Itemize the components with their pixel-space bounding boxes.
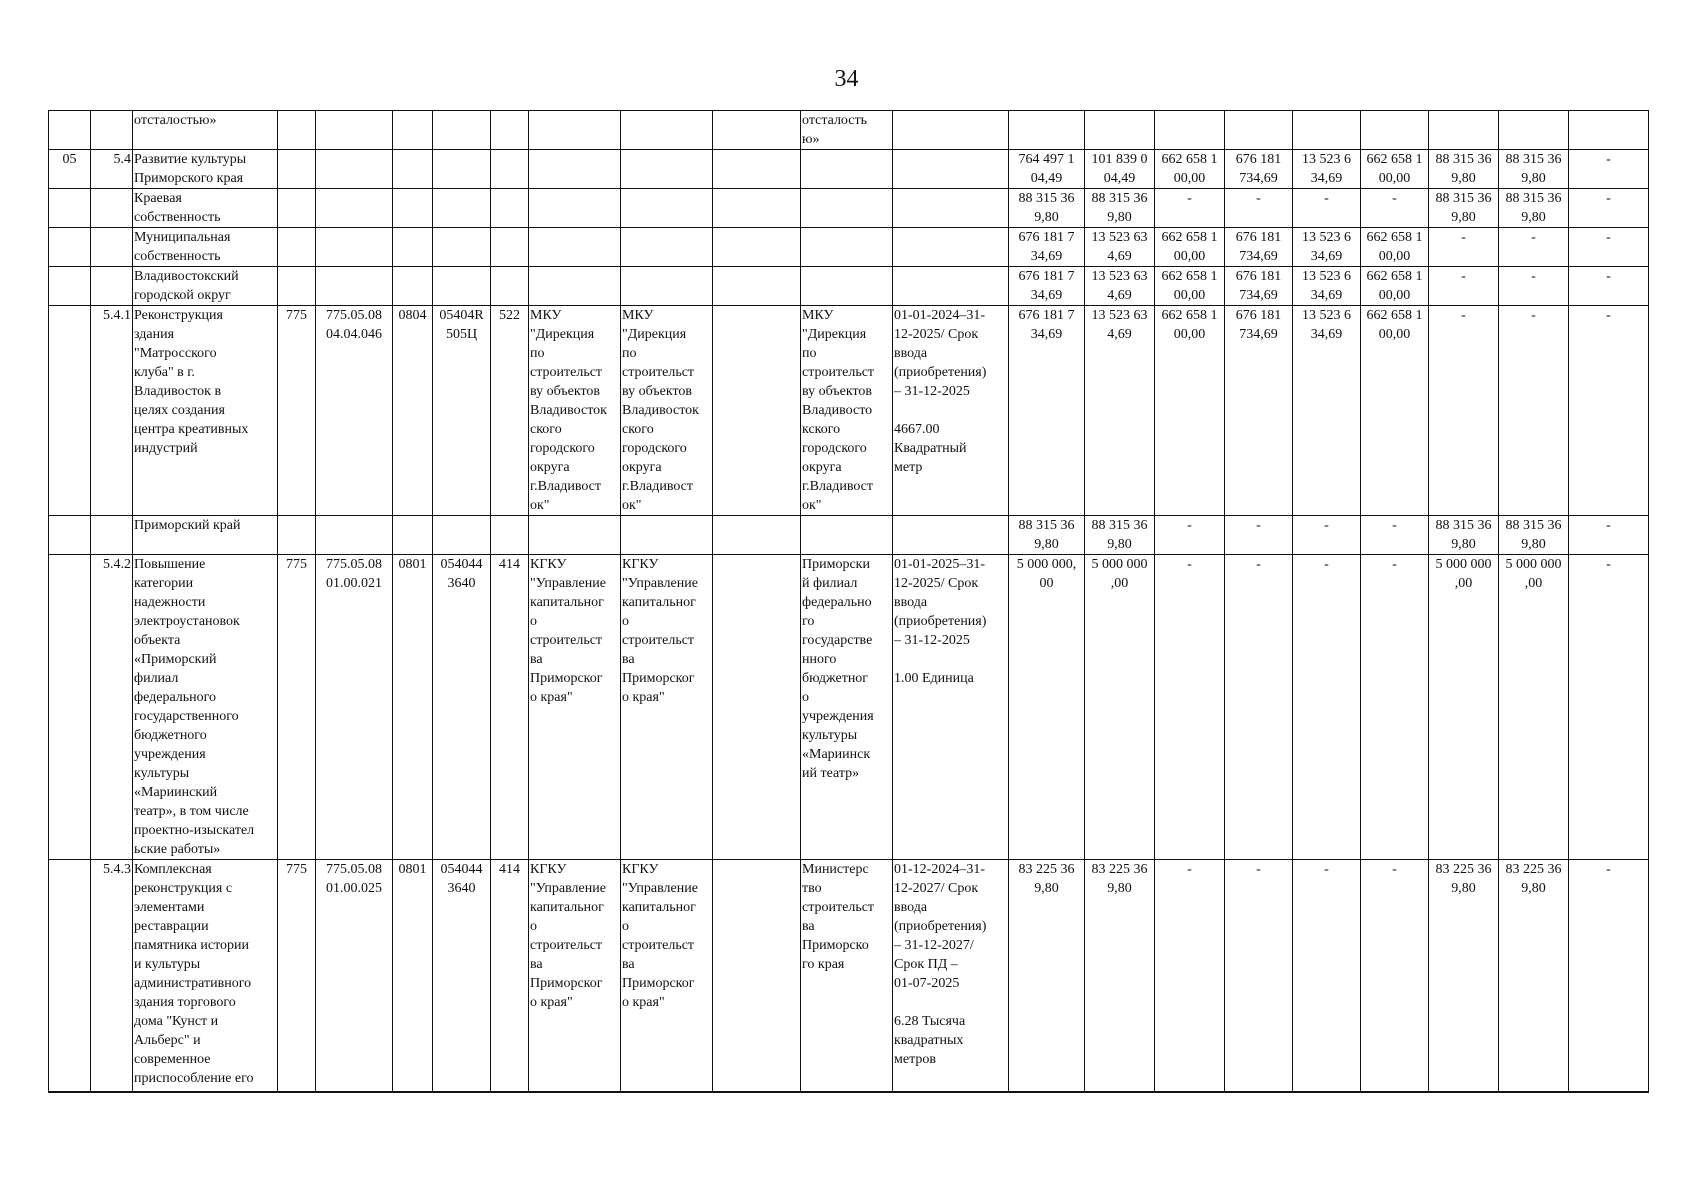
table-cell: Приморский край bbox=[133, 516, 278, 555]
table-cell bbox=[529, 267, 621, 306]
table-cell: 88 315 36 9,80 bbox=[1085, 516, 1155, 555]
table-cell: - bbox=[1429, 267, 1499, 306]
table-cell bbox=[713, 555, 801, 860]
table-cell bbox=[1155, 111, 1225, 150]
table-cell: 01-01-2025–31- 12-2025/ Срок ввода (приобретения) – 31-12-2025 1.00 Единица bbox=[893, 555, 1009, 860]
table-cell bbox=[1429, 111, 1499, 150]
table-cell bbox=[49, 516, 91, 555]
table-cell: МКУ "Дирекция по строительст ву объектов Владивосток ского городского округа г.Владивост ок" bbox=[529, 306, 621, 516]
table-cell bbox=[713, 267, 801, 306]
table-cell bbox=[713, 860, 801, 1092]
table-cell: 13 523 63 4,69 bbox=[1085, 228, 1155, 267]
table-cell: - bbox=[1569, 555, 1649, 860]
table-cell bbox=[278, 150, 316, 189]
table-cell: 5 000 000 ,00 bbox=[1499, 555, 1569, 860]
table-row bbox=[49, 555, 1649, 860]
table-row bbox=[49, 228, 1649, 267]
table-cell bbox=[621, 111, 713, 150]
table-cell bbox=[433, 189, 491, 228]
table-cell bbox=[49, 306, 91, 516]
table-cell bbox=[713, 516, 801, 555]
table-cell bbox=[1009, 111, 1085, 150]
table-cell: 05 bbox=[49, 150, 91, 189]
table-cell: 88 315 36 9,80 bbox=[1429, 189, 1499, 228]
table-cell: 88 315 36 9,80 bbox=[1085, 189, 1155, 228]
table-cell: 676 181 734,69 bbox=[1225, 267, 1293, 306]
table-cell: 5.4.1 bbox=[91, 306, 133, 516]
table-cell: 775 bbox=[278, 860, 316, 1092]
table-cell bbox=[393, 189, 433, 228]
table-cell: Комплексная реконструкция с элементами реставрации памятника истории и культуры административного здания торгового дома "Кунст и Альберс" и современное приспособление его bbox=[133, 860, 278, 1092]
table-cell bbox=[278, 516, 316, 555]
table-cell: 5 000 000 ,00 bbox=[1429, 555, 1499, 860]
table-cell: - bbox=[1155, 189, 1225, 228]
table-cell: - bbox=[1293, 555, 1361, 860]
table-cell bbox=[393, 267, 433, 306]
table-cell: 13 523 6 34,69 bbox=[1293, 267, 1361, 306]
table-cell: 414 bbox=[491, 860, 529, 1092]
table-row bbox=[49, 111, 1649, 150]
table-cell bbox=[801, 189, 893, 228]
table-row bbox=[49, 860, 1649, 1092]
table-cell: - bbox=[1569, 150, 1649, 189]
table-cell bbox=[278, 228, 316, 267]
table-cell: 83 225 36 9,80 bbox=[1085, 860, 1155, 1092]
table-cell: - bbox=[1569, 306, 1649, 516]
table-cell bbox=[1085, 111, 1155, 150]
table-cell: 676 181 7 34,69 bbox=[1009, 267, 1085, 306]
table-cell: 414 bbox=[491, 555, 529, 860]
table-cell bbox=[278, 267, 316, 306]
table-cell bbox=[316, 111, 393, 150]
table-cell: 662 658 1 00,00 bbox=[1361, 150, 1429, 189]
table-cell bbox=[1361, 111, 1429, 150]
table-cell bbox=[491, 228, 529, 267]
table-cell bbox=[713, 150, 801, 189]
table-cell: 83 225 36 9,80 bbox=[1009, 860, 1085, 1092]
table-cell: 13 523 63 4,69 bbox=[1085, 306, 1155, 516]
table-cell: - bbox=[1361, 189, 1429, 228]
table-cell bbox=[491, 189, 529, 228]
table-cell: 88 315 36 9,80 bbox=[1009, 189, 1085, 228]
table-cell: 5.4 bbox=[91, 150, 133, 189]
table-cell: 676 181 7 34,69 bbox=[1009, 306, 1085, 516]
table-cell bbox=[801, 516, 893, 555]
table-cell bbox=[49, 860, 91, 1092]
table-cell: 775 bbox=[278, 306, 316, 516]
table-cell bbox=[91, 228, 133, 267]
table-cell bbox=[529, 516, 621, 555]
table-cell: 101 839 0 04,49 bbox=[1085, 150, 1155, 189]
table-cell: - bbox=[1225, 516, 1293, 555]
table-cell: - bbox=[1569, 860, 1649, 1092]
table-cell: 88 315 36 9,80 bbox=[1499, 150, 1569, 189]
table-cell bbox=[393, 516, 433, 555]
table-cell: отсталостью» bbox=[133, 111, 278, 150]
table-cell: 662 658 1 00,00 bbox=[1361, 306, 1429, 516]
table-cell: 775 bbox=[278, 555, 316, 860]
table-cell: - bbox=[1225, 189, 1293, 228]
table-cell bbox=[713, 228, 801, 267]
table-cell: 775.05.08 01.00.025 bbox=[316, 860, 393, 1092]
table-cell bbox=[621, 267, 713, 306]
table-cell: 88 315 36 9,80 bbox=[1429, 516, 1499, 555]
table-cell bbox=[433, 516, 491, 555]
table-cell bbox=[893, 228, 1009, 267]
table-cell: 05404R 505Ц bbox=[433, 306, 491, 516]
table-cell: - bbox=[1569, 516, 1649, 555]
table-cell: - bbox=[1499, 306, 1569, 516]
table-cell bbox=[529, 189, 621, 228]
table-cell bbox=[1293, 111, 1361, 150]
table-cell: 662 658 1 00,00 bbox=[1155, 267, 1225, 306]
table-cell: 88 315 36 9,80 bbox=[1499, 516, 1569, 555]
table-cell: 88 315 36 9,80 bbox=[1499, 189, 1569, 228]
table-cell: Министерс тво строительст ва Приморско го края bbox=[801, 860, 893, 1092]
table-cell bbox=[49, 267, 91, 306]
table-cell: 676 181 7 34,69 bbox=[1009, 228, 1085, 267]
table-cell: Повышение категории надежности электроустановок объекта «Приморский филиал федерального государственного бюджетного учреждения культуры «Мариинский театр», в том числе проектно-изыскател ьские работы» bbox=[133, 555, 278, 860]
table-cell: - bbox=[1429, 306, 1499, 516]
table-row bbox=[49, 150, 1649, 189]
table-cell: 5.4.3 bbox=[91, 860, 133, 1092]
table-cell: 676 181 734,69 bbox=[1225, 228, 1293, 267]
table-cell: - bbox=[1429, 228, 1499, 267]
table-cell: 5.4.2 bbox=[91, 555, 133, 860]
table-cell: - bbox=[1569, 267, 1649, 306]
table-cell bbox=[91, 516, 133, 555]
table-cell: Приморски й филиал федерально го государстве нного бюджетног о учреждения культуры «Мариинск ий театр» bbox=[801, 555, 893, 860]
table-cell: 054044 3640 bbox=[433, 860, 491, 1092]
page-number: 34 bbox=[834, 66, 859, 92]
table-cell: 662 658 1 00,00 bbox=[1155, 306, 1225, 516]
table-cell bbox=[1569, 111, 1649, 150]
table-cell: Развитие культуры Приморского края bbox=[133, 150, 278, 189]
budget-table bbox=[48, 110, 1649, 1093]
table-cell: 01-01-2024–31- 12-2025/ Срок ввода (приобретения) – 31-12-2025 4667.00 Квадратный метр bbox=[893, 306, 1009, 516]
table-cell: 0804 bbox=[393, 306, 433, 516]
table-cell bbox=[433, 150, 491, 189]
table-cell bbox=[529, 150, 621, 189]
table-cell bbox=[49, 189, 91, 228]
table-cell bbox=[893, 111, 1009, 150]
table-cell bbox=[893, 189, 1009, 228]
table-cell bbox=[91, 267, 133, 306]
table-cell bbox=[621, 516, 713, 555]
table-cell: Муниципальная собственность bbox=[133, 228, 278, 267]
table-cell: КГКУ "Управление капитальног о строительст ва Приморског о края" bbox=[529, 555, 621, 860]
table-cell bbox=[491, 267, 529, 306]
table-cell: 13 523 6 34,69 bbox=[1293, 306, 1361, 516]
table-cell bbox=[433, 267, 491, 306]
table-cell: КГКУ "Управление капитальног о строительст ва Приморског о края" bbox=[529, 860, 621, 1092]
table-cell bbox=[621, 150, 713, 189]
table-cell: 83 225 36 9,80 bbox=[1429, 860, 1499, 1092]
table-cell bbox=[433, 228, 491, 267]
table-row bbox=[49, 306, 1649, 516]
table-cell bbox=[801, 267, 893, 306]
table-cell: 5 000 000, 00 bbox=[1009, 555, 1085, 860]
table-cell bbox=[801, 228, 893, 267]
table-cell: 676 181 734,69 bbox=[1225, 306, 1293, 516]
table-cell: - bbox=[1499, 228, 1569, 267]
table-cell bbox=[49, 228, 91, 267]
table-cell: 662 658 1 00,00 bbox=[1361, 228, 1429, 267]
table-cell bbox=[491, 150, 529, 189]
table-cell: 0801 bbox=[393, 860, 433, 1092]
table-cell: 83 225 36 9,80 bbox=[1499, 860, 1569, 1092]
table-cell bbox=[316, 516, 393, 555]
table-cell bbox=[49, 555, 91, 860]
table-cell: - bbox=[1569, 189, 1649, 228]
table-cell: 522 bbox=[491, 306, 529, 516]
table-cell: Реконструкция здания "Матросского клуба" в г. Владивосток в целях создания центра креативных индустрий bbox=[133, 306, 278, 516]
table-cell: - bbox=[1225, 860, 1293, 1092]
table-cell: - bbox=[1361, 860, 1429, 1092]
table-cell bbox=[393, 111, 433, 150]
table-cell bbox=[529, 228, 621, 267]
table-cell: - bbox=[1361, 516, 1429, 555]
table-cell: Владивостокский городской округ bbox=[133, 267, 278, 306]
table-cell bbox=[893, 516, 1009, 555]
table-cell bbox=[316, 150, 393, 189]
table-cell: - bbox=[1293, 189, 1361, 228]
table-cell: 13 523 63 4,69 bbox=[1085, 267, 1155, 306]
table-cell: 662 658 1 00,00 bbox=[1155, 228, 1225, 267]
table-cell: 13 523 6 34,69 bbox=[1293, 228, 1361, 267]
table-cell bbox=[316, 189, 393, 228]
table-cell: 13 523 6 34,69 bbox=[1293, 150, 1361, 189]
table-cell bbox=[621, 228, 713, 267]
table-cell bbox=[49, 111, 91, 150]
table-cell: 01-12-2024–31- 12-2027/ Срок ввода (приобретения) – 31-12-2027/ Срок ПД – 01-07-2025 6.28 Тысяча квадратных метров bbox=[893, 860, 1009, 1092]
table-cell bbox=[801, 150, 893, 189]
table-cell bbox=[713, 111, 801, 150]
table-cell bbox=[91, 111, 133, 150]
table-cell: - bbox=[1499, 267, 1569, 306]
table-row bbox=[49, 189, 1649, 228]
table-cell bbox=[91, 189, 133, 228]
table-cell: 775.05.08 04.04.046 bbox=[316, 306, 393, 516]
table-cell bbox=[893, 150, 1009, 189]
table-cell: 676 181 734,69 bbox=[1225, 150, 1293, 189]
table-cell: Краевая собственность bbox=[133, 189, 278, 228]
table-cell: - bbox=[1155, 555, 1225, 860]
table-cell bbox=[491, 111, 529, 150]
table-cell: МКУ "Дирекция по строительст ву объектов Владивосток ского городского округа г.Владивост ок" bbox=[621, 306, 713, 516]
table-cell bbox=[393, 228, 433, 267]
table-row bbox=[49, 516, 1649, 555]
table-cell: 5 000 000 ,00 bbox=[1085, 555, 1155, 860]
table-cell: - bbox=[1293, 516, 1361, 555]
table-cell bbox=[491, 516, 529, 555]
table-cell bbox=[316, 228, 393, 267]
table-cell: 054044 3640 bbox=[433, 555, 491, 860]
table-cell bbox=[621, 189, 713, 228]
table-cell: 764 497 1 04,49 bbox=[1009, 150, 1085, 189]
table-cell bbox=[278, 189, 316, 228]
table-cell bbox=[713, 189, 801, 228]
table-cell bbox=[529, 111, 621, 150]
table-cell: - bbox=[1361, 555, 1429, 860]
table-cell: - bbox=[1569, 228, 1649, 267]
table-cell bbox=[433, 111, 491, 150]
table-cell: 88 315 36 9,80 bbox=[1429, 150, 1499, 189]
table-cell: отсталость ю» bbox=[801, 111, 893, 150]
table-cell: 88 315 36 9,80 bbox=[1009, 516, 1085, 555]
table-cell: КГКУ "Управление капитальног о строительст ва Приморског о края" bbox=[621, 860, 713, 1092]
table-cell bbox=[1499, 111, 1569, 150]
table-cell: КГКУ "Управление капитальног о строительст ва Приморског о края" bbox=[621, 555, 713, 860]
table-cell: - bbox=[1155, 516, 1225, 555]
table-cell bbox=[278, 111, 316, 150]
table-cell: 0801 bbox=[393, 555, 433, 860]
table-cell: 662 658 1 00,00 bbox=[1155, 150, 1225, 189]
table-row bbox=[49, 267, 1649, 306]
table-cell: МКУ "Дирекция по строительст ву объектов Владивосто кского городского округа г.Владивост ок" bbox=[801, 306, 893, 516]
table-cell: - bbox=[1225, 555, 1293, 860]
table-cell: 662 658 1 00,00 bbox=[1361, 267, 1429, 306]
table-cell bbox=[393, 150, 433, 189]
table-cell bbox=[893, 267, 1009, 306]
table-cell bbox=[1225, 111, 1293, 150]
table-cell: 775.05.08 01.00.021 bbox=[316, 555, 393, 860]
table-cell: - bbox=[1293, 860, 1361, 1092]
table-cell bbox=[713, 306, 801, 516]
table-cell bbox=[316, 267, 393, 306]
table-cell: - bbox=[1155, 860, 1225, 1092]
